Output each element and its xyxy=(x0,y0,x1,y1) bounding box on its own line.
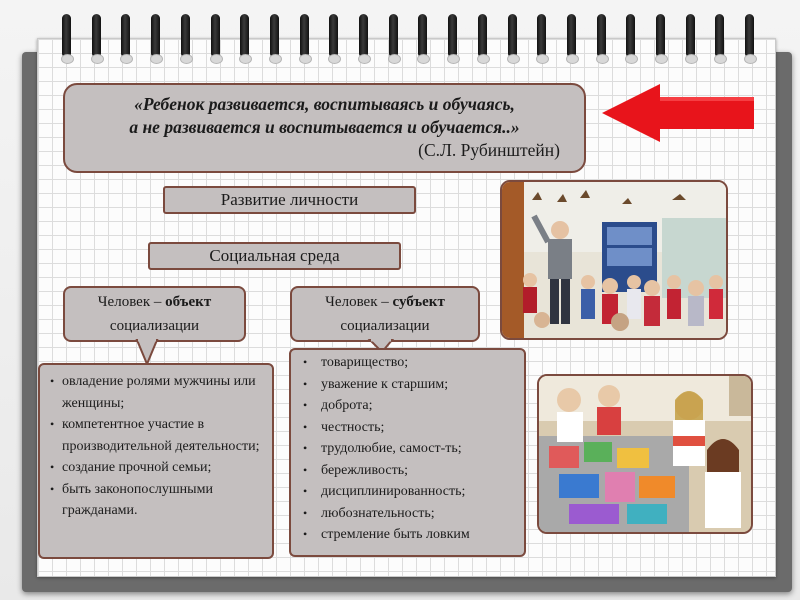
spiral-ring-icon xyxy=(715,14,724,58)
spiral-ring-icon xyxy=(359,14,368,58)
spiral-ring-icon xyxy=(211,14,220,58)
quote-line-2: а не развивается и воспитывается и обучается..» xyxy=(129,117,520,137)
photo-children-crafts xyxy=(537,374,753,534)
spiral-ring-icon xyxy=(389,14,398,58)
spiral-ring-icon xyxy=(448,14,457,58)
spiral-ring-icon xyxy=(537,14,546,58)
object-traits-list xyxy=(38,363,274,559)
spiral-ring-icon xyxy=(478,14,487,58)
spiral-ring-icon xyxy=(240,14,249,58)
spiral-ring-icon xyxy=(567,14,576,58)
subject-callout-title: Человек – субъект xyxy=(325,294,445,310)
red-arrow-left-icon xyxy=(602,84,754,142)
subject-trait-item: • товарищество; xyxy=(301,352,518,374)
subject-trait-item: • трудолюбие, самост-ть; xyxy=(301,438,518,460)
spiral-ring-icon xyxy=(508,14,517,58)
subject-trait-item: • уважение к старшим; xyxy=(301,374,518,396)
spiral-ring-icon xyxy=(151,14,160,58)
social-environment-label: Социальная среда xyxy=(148,242,401,270)
object-trait-item: • компетентное участие в производительной деятельности; xyxy=(48,414,266,457)
subject-traits-list xyxy=(289,348,526,557)
spiral-ring-icon xyxy=(329,14,338,58)
photo-children-crafts-image xyxy=(539,376,751,532)
quote-author: (С.Л. Рубинштейн) xyxy=(418,140,560,160)
object-trait-item: • создание прочной семьи; xyxy=(48,457,266,479)
object-trait-item: • овладение ролями мужчины или женщины; xyxy=(48,371,266,414)
spiral-ring-icon xyxy=(656,14,665,58)
spiral-ring-icon xyxy=(745,14,754,58)
personality-development-label: Развитие личности xyxy=(163,186,416,214)
subject-trait-item: • стремление быть ловким xyxy=(301,524,518,546)
subject-trait-item: • бережливость; xyxy=(301,460,518,482)
subject-callout-subtitle: социализации xyxy=(340,318,430,334)
subject-trait-item: • дисциплинированность; xyxy=(301,481,518,503)
spiral-ring-icon xyxy=(597,14,606,58)
spiral-ring-icon xyxy=(418,14,427,58)
object-callout xyxy=(63,286,246,342)
spiral-ring-icon xyxy=(300,14,309,58)
quote-line-1: «Ребенок развивается, воспитываясь и обучаясь, xyxy=(134,94,515,114)
spiral-ring-icon xyxy=(270,14,279,58)
spiral-ring-icon xyxy=(62,14,71,58)
object-trait-item: • быть законопослушными гражданами. xyxy=(48,479,266,522)
object-callout-subtitle: социализации xyxy=(109,318,200,334)
photo-children-excursion-image xyxy=(502,182,726,338)
subject-keyword: субъект xyxy=(392,294,445,310)
subject-trait-item: • честность; xyxy=(301,417,518,439)
object-callout-title: Человек – объект xyxy=(97,294,212,310)
subject-callout xyxy=(290,286,480,342)
object-keyword: объект xyxy=(165,294,212,310)
spiral-ring-icon xyxy=(92,14,101,58)
spiral-ring-icon xyxy=(686,14,695,58)
spiral-ring-icon xyxy=(121,14,130,58)
spiral-ring-icon xyxy=(181,14,190,58)
photo-children-excursion xyxy=(500,180,728,340)
subject-trait-item: • любознательность; xyxy=(301,503,518,525)
subject-trait-item: • доброта; xyxy=(301,395,518,417)
spiral-ring-icon xyxy=(626,14,635,58)
quote-box xyxy=(63,83,586,173)
